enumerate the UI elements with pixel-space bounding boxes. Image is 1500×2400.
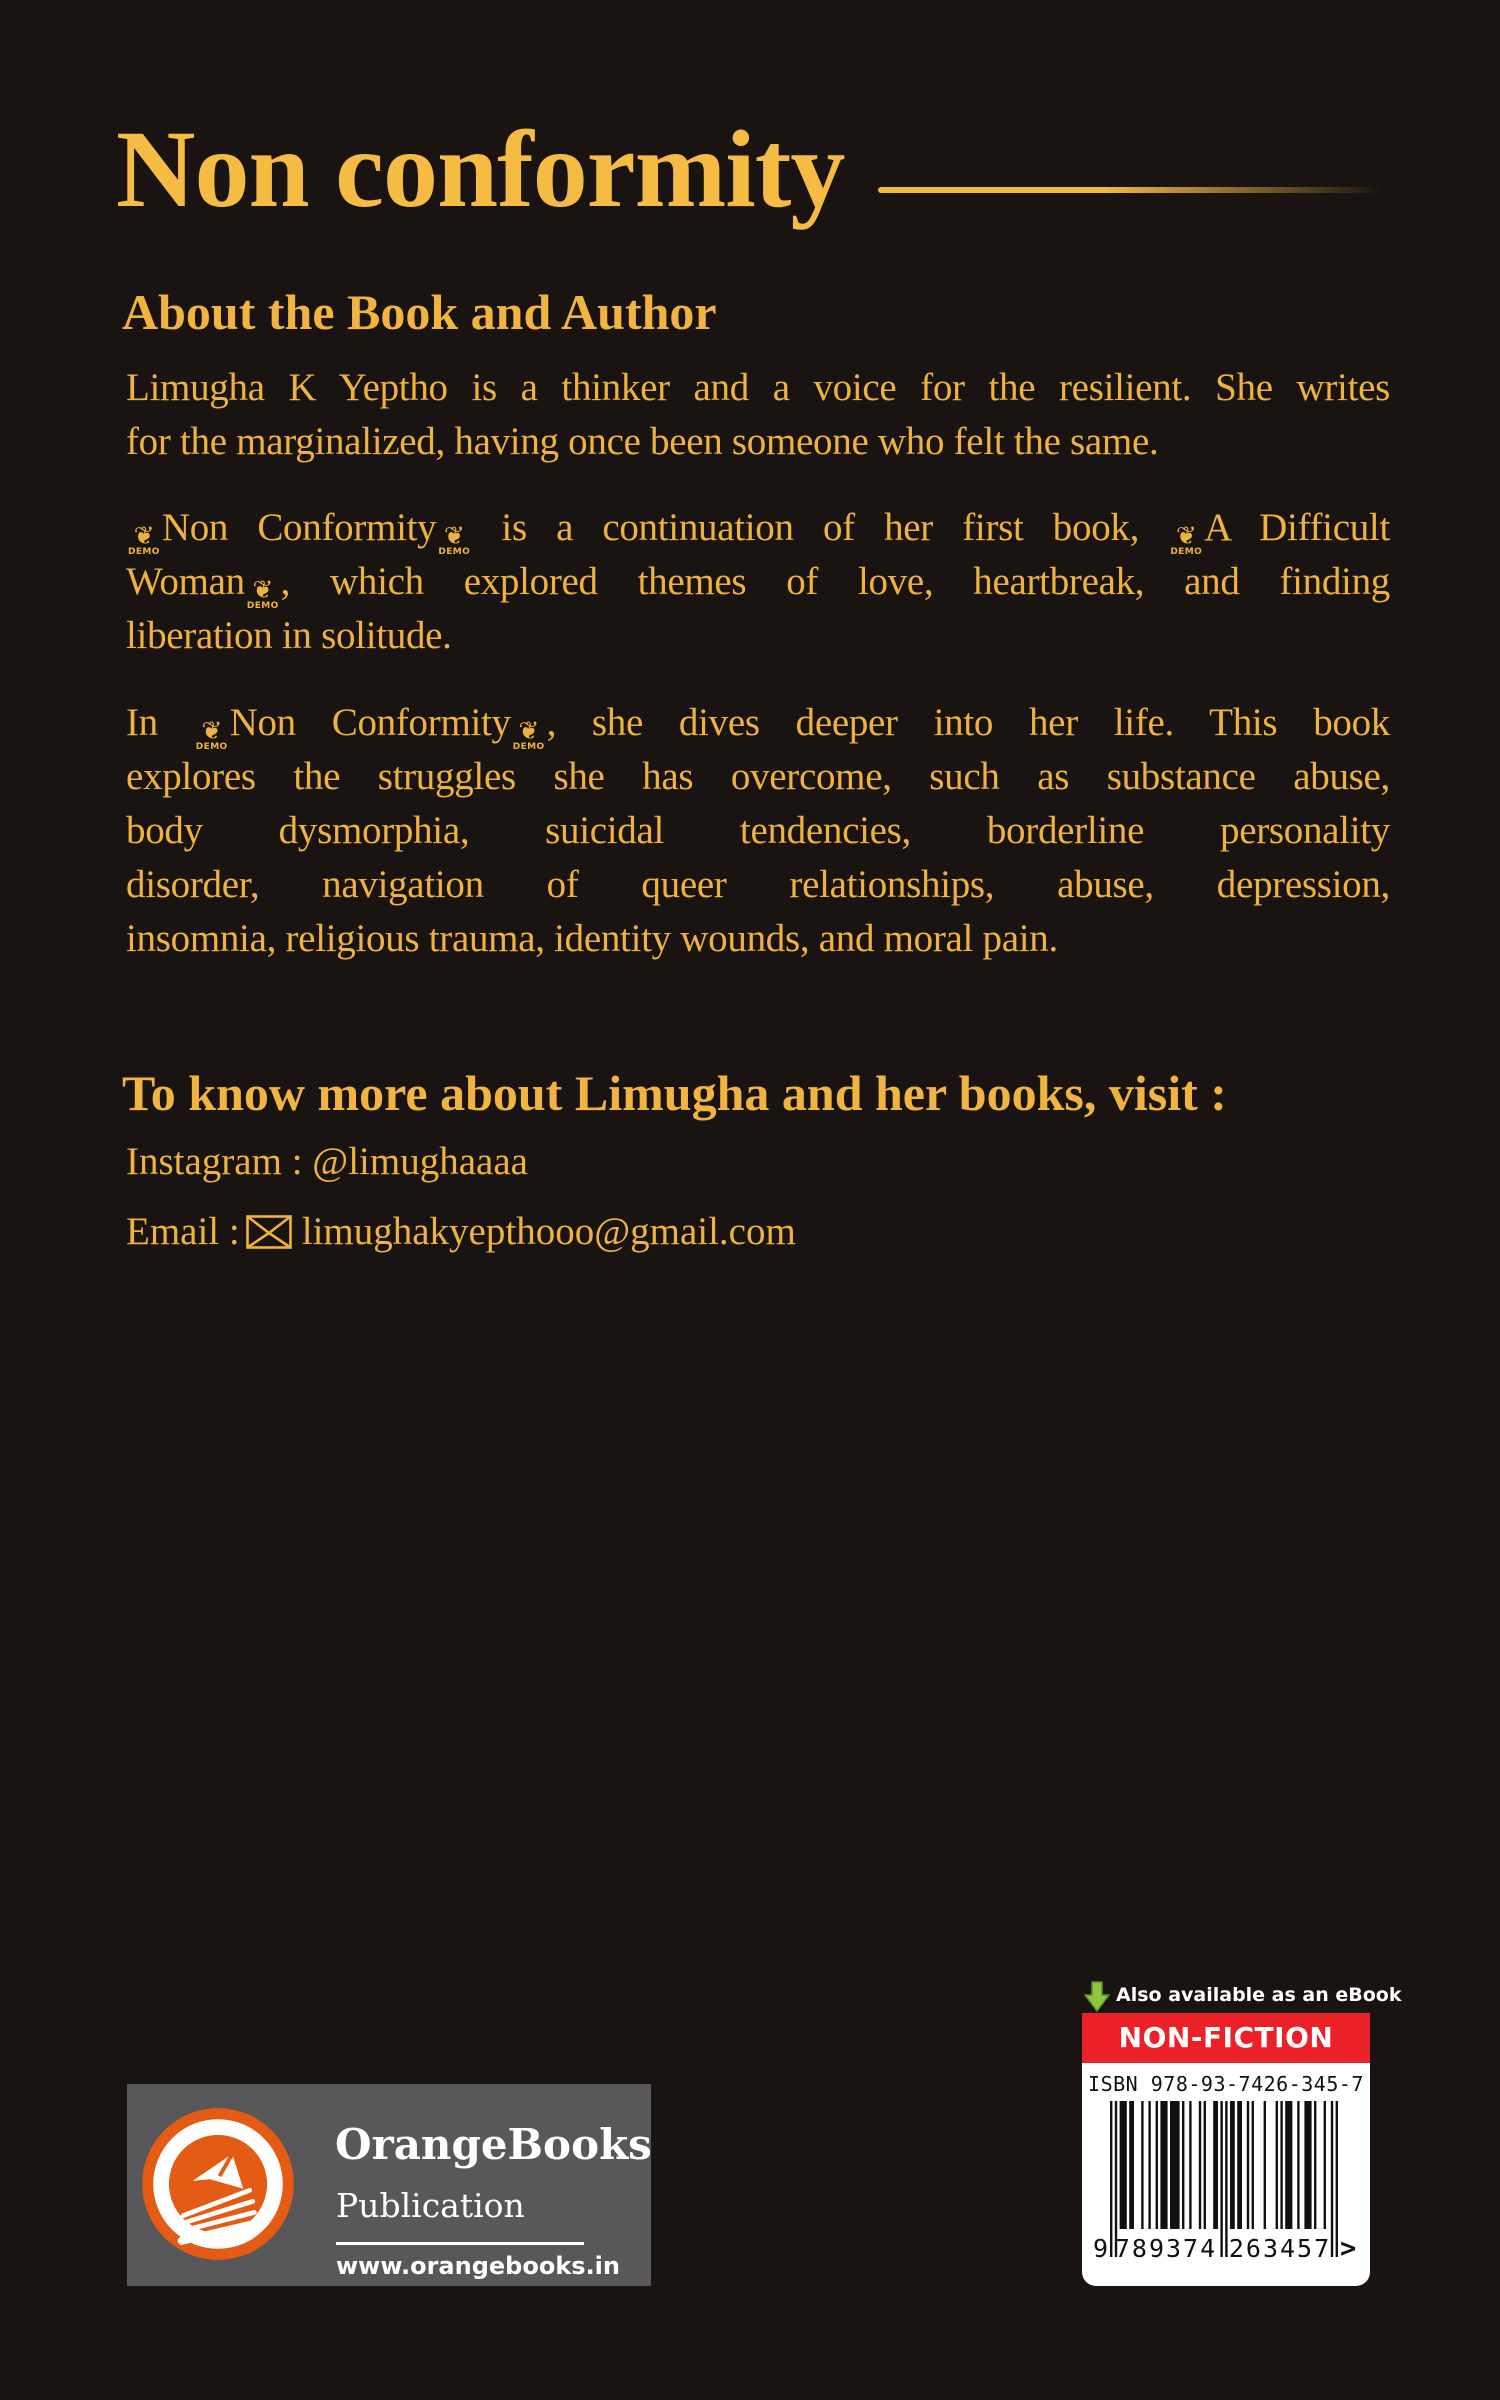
demo-watermark-icon: ❦ DEMO xyxy=(128,521,160,557)
demo-watermark-icon: ❦ DEMO xyxy=(1170,521,1203,557)
title-ornament-line xyxy=(878,187,1382,193)
paragraph-line: body dysmorphia, suicidal tendencies, borderline personality xyxy=(126,809,1390,852)
envelope-icon xyxy=(246,1215,292,1249)
about-heading: About the Book and Author xyxy=(122,284,717,340)
email-line xyxy=(126,1205,796,1259)
paragraph-line: liberation in solitude. xyxy=(126,614,452,657)
orangebooks-logo-icon xyxy=(139,2105,297,2263)
barcode-quiet-zone-arrow: > xyxy=(1340,2233,1357,2264)
paragraph-line: Woman ❦ DEMO , which explored themes of love, heartbreak, and finding xyxy=(126,560,1390,611)
publisher-type: Publication xyxy=(336,2186,525,2225)
contact-heading: To know more about Limugha and her books, visit : xyxy=(122,1065,1227,1121)
email-label: Email : xyxy=(126,1210,240,1253)
demo-watermark-icon: ❦ DEMO xyxy=(195,716,228,752)
about-paragraph-2 xyxy=(126,501,1390,663)
paragraph-line: Limugha K Yeptho is a thinker and a voice for the resilient. She writes xyxy=(126,366,1390,409)
paragraph-line: for the marginalized, having once been someone who felt the same. xyxy=(126,420,1159,463)
isbn-number: ISBN 978-93-7426-345-7 xyxy=(1088,2072,1364,2096)
paragraph-line: insomnia, religious trauma, identity wounds, and moral pain. xyxy=(126,917,1058,960)
publisher-name: OrangeBooks xyxy=(335,2120,652,2169)
paragraph-line: disorder, navigation of queer relationships, abuse, depression, xyxy=(126,863,1390,906)
about-paragraph-3 xyxy=(126,696,1390,966)
ebook-download-arrow-icon xyxy=(1084,1981,1110,2013)
paragraph-line: In ❦ DEMO Non Conformity ❦ DEMO , she dives deeper into her life. This book xyxy=(126,701,1390,752)
about-paragraph-1 xyxy=(126,361,1390,469)
paragraph-line: ❦ DEMO Non Conformity ❦ DEMO is a continuation of her first book, ❦ DEMO A Difficult xyxy=(128,506,1390,557)
publisher-divider xyxy=(336,2242,584,2245)
publisher-website: www.orangebooks.in xyxy=(336,2252,620,2280)
publisher-logo-box xyxy=(127,2084,651,2286)
isbn-barcode-box xyxy=(1082,2063,1370,2286)
demo-watermark-icon: ❦ DEMO xyxy=(246,575,279,611)
barcode-digit-group: 263457 xyxy=(1228,2234,1332,2263)
instagram-handle: Instagram : @limughaaaa xyxy=(126,1140,528,1183)
demo-watermark-icon: ❦ DEMO xyxy=(512,716,545,752)
demo-watermark-icon: ❦ DEMO xyxy=(438,521,471,557)
barcode-digit-group: 9 xyxy=(1092,2234,1108,2263)
ebook-availability-note: Also available as an eBook xyxy=(1116,1984,1402,2006)
barcode-digit-group: 789374 xyxy=(1114,2234,1218,2263)
book-title: Non conformity xyxy=(116,108,845,230)
category-banner: NON-FICTION xyxy=(1082,2013,1370,2063)
paragraph-line: explores the struggles she has overcome, such as substance abuse, xyxy=(126,755,1390,798)
email-address: limughakyepthooo@gmail.com xyxy=(301,1210,796,1253)
